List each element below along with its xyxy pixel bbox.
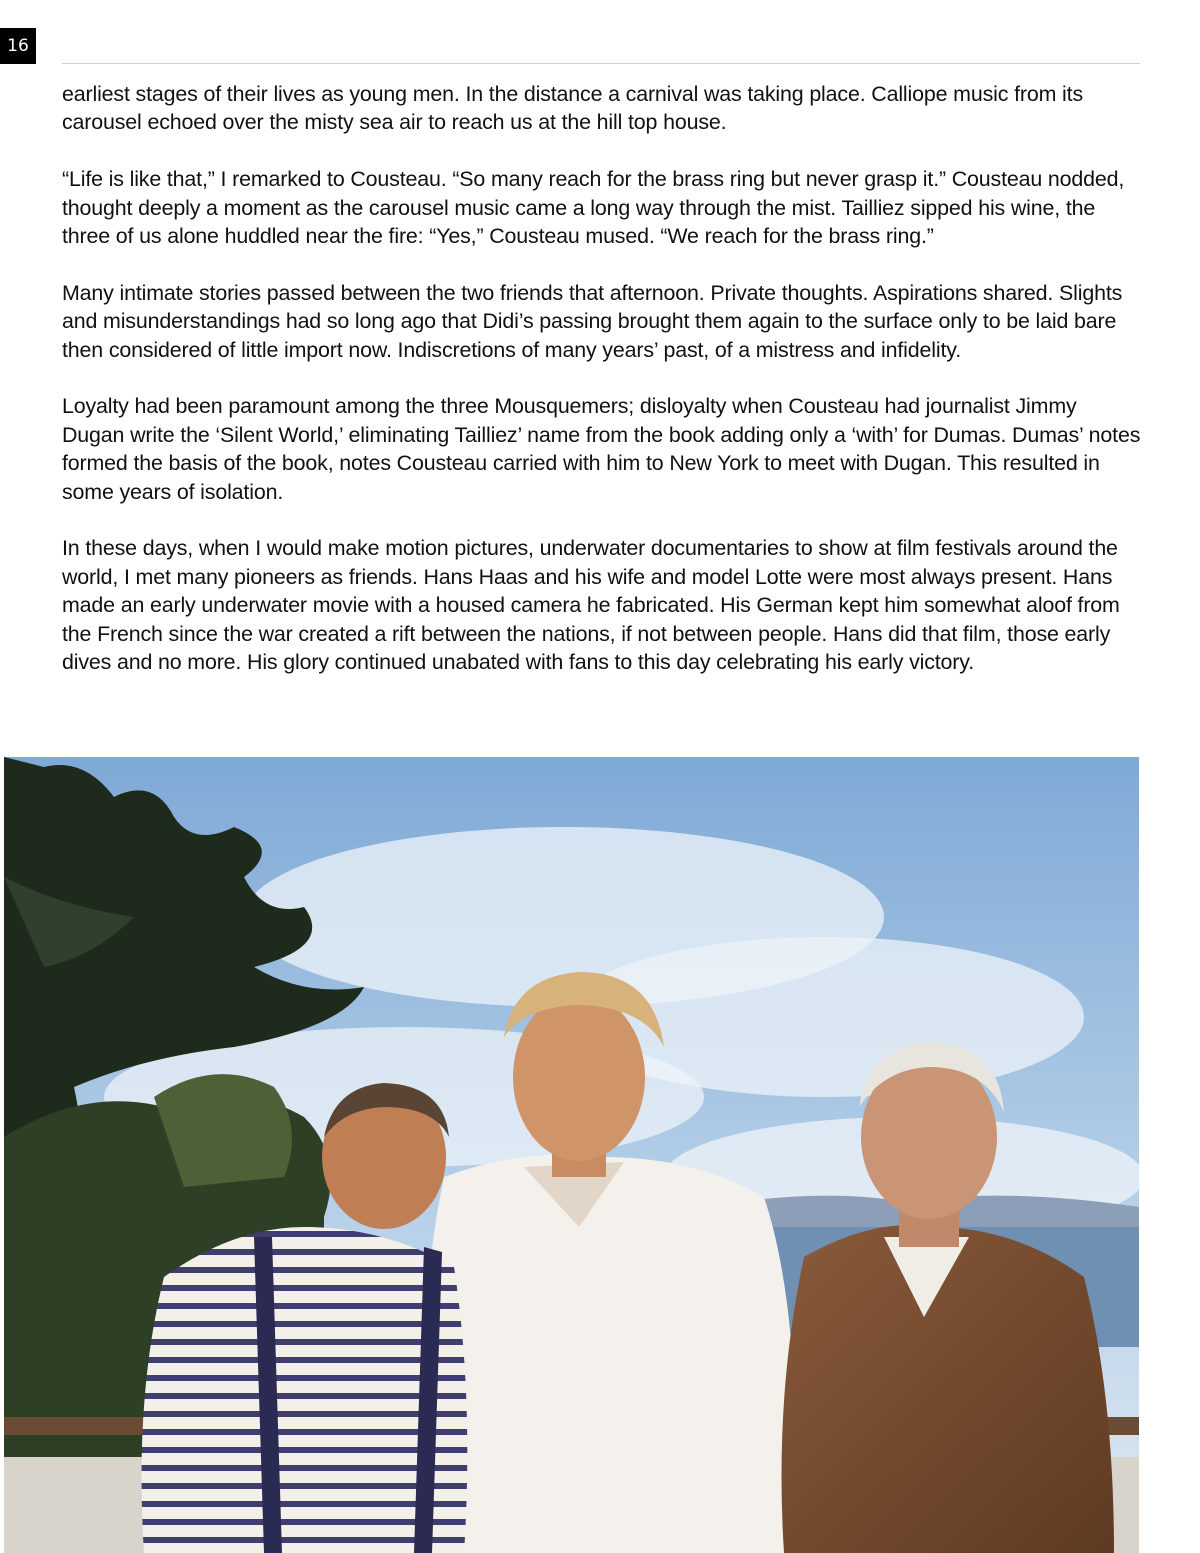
- article-body: [62, 80, 1142, 705]
- page-number: 16: [0, 28, 36, 64]
- paragraph: “Life is like that,” I remarked to Cousteau. “So many reach for the brass ring but never grasp it.” Cousteau nodded, thought deeply a moment as the carousel music came a long way through the mist. Tailliez sipped his wine, the three of us alone huddled near the fire: “Yes,” Cousteau mused. “We reach for the brass ring.”: [62, 167, 1125, 249]
- header-rule: [62, 63, 1140, 64]
- paragraph: Loyalty had been paramount among the three Mousquemers; disloyalty when Cousteau had journalist Jimmy Dugan write the ‘Silent World,’ eliminating Tailliez’ name from the book adding only a ‘with’ for Dumas. Dumas’ notes formed the basis of the book, notes Cousteau carried with him to New York to meet with Dugan. This resulted in some years of isolation.: [62, 394, 1141, 504]
- photograph-three-men: [4, 757, 1139, 1553]
- photograph-illustration: [4, 757, 1139, 1553]
- paragraph: earliest stages of their lives as young men. In the distance a carnival was taking place. Calliope music from its carousel echoed over the misty sea air to reach us at the hill top house.: [62, 82, 1083, 135]
- paragraph: In these days, when I would make motion pictures, underwater documentaries to show at film festivals around the world, I met many pioneers as friends. Hans Haas and his wife and model Lotte were most always present. Hans made an early underwater movie with a housed camera he fabricated. His German kept him somewhat aloof from the French since the war created a rift between the nations, if not between people. Hans did that film, those early dives and no more. His glory continued unabated with fans to this day celebrating his early victory.: [62, 536, 1120, 675]
- paragraph: Many intimate stories passed between the two friends that afternoon. Private thoughts. Aspirations shared. Slights and misunderstandings had so long ago that Didi’s passing brought them again to the surface only to be laid bare then considered of little import now. Indiscretions of many years’ past, of a mistress and infidelity.: [62, 280, 1123, 362]
